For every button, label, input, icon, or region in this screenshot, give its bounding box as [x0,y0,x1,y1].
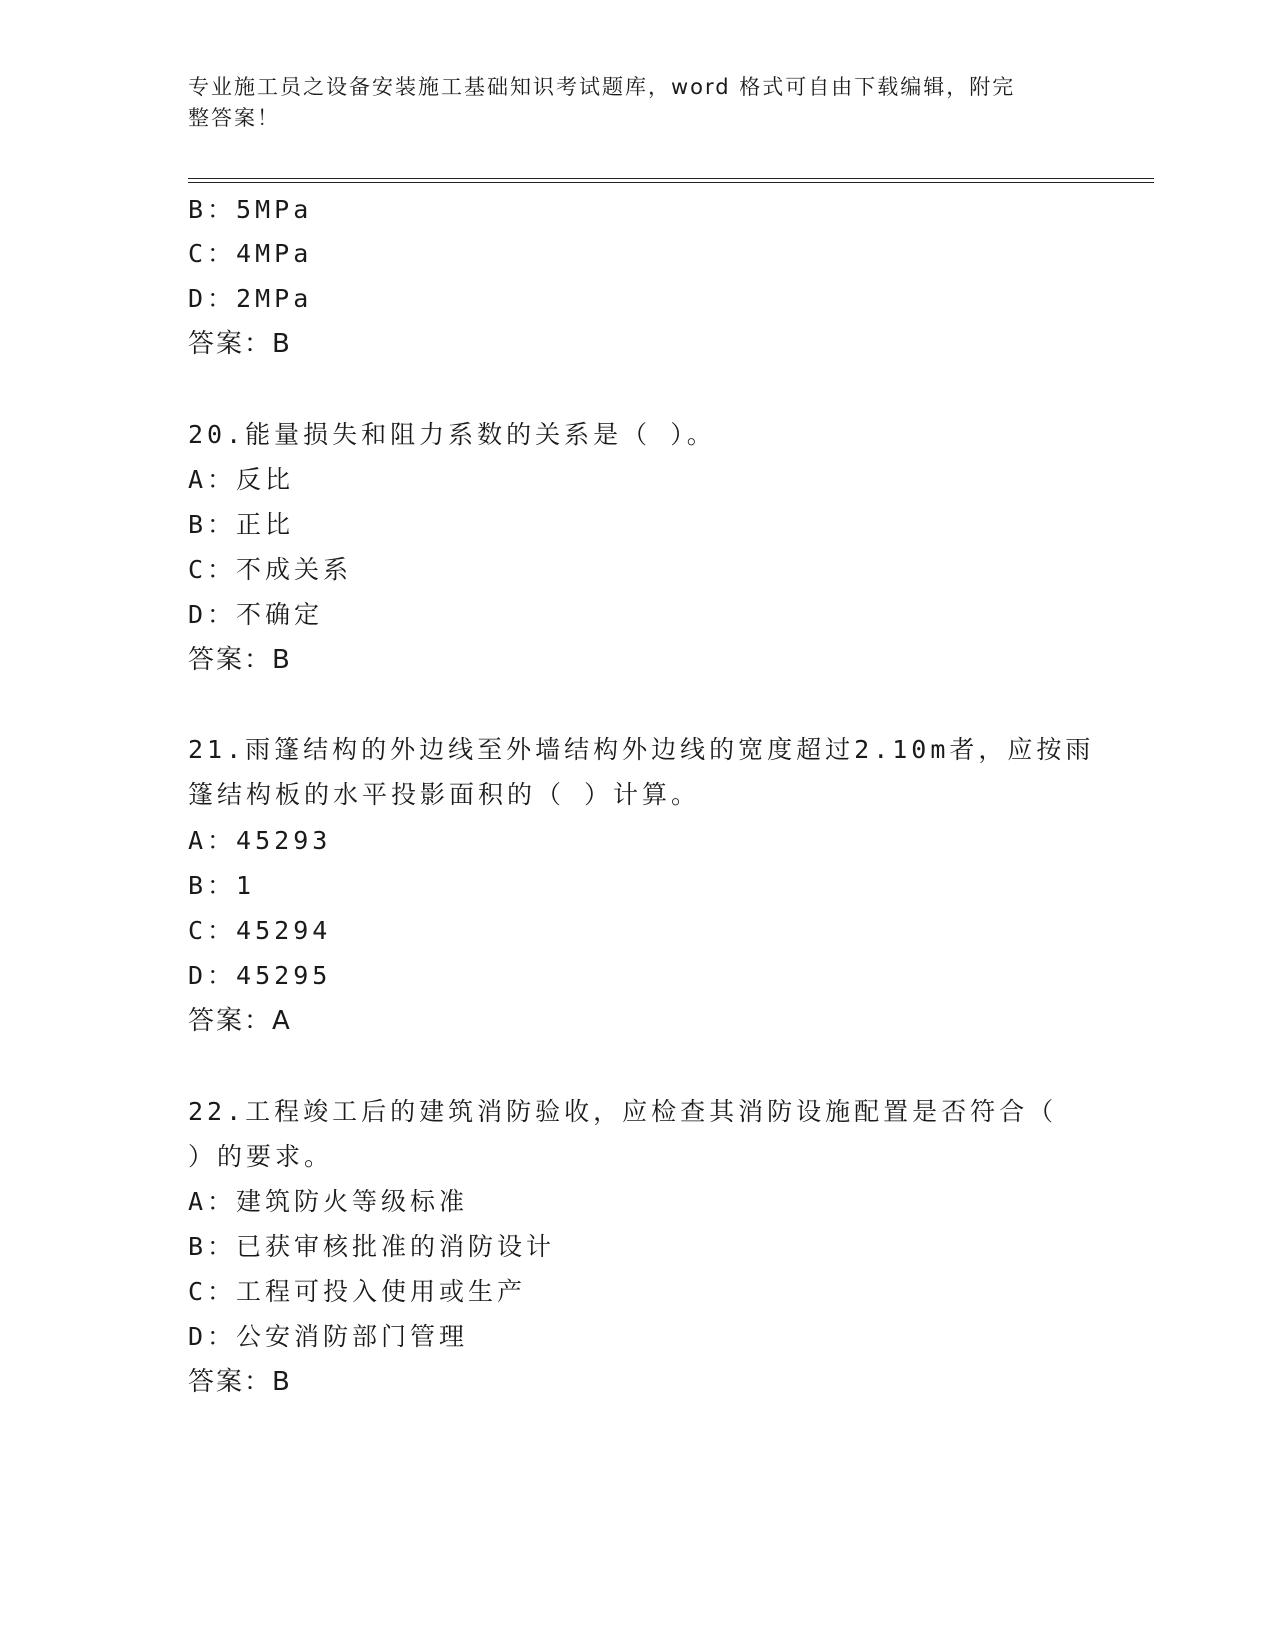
q19-option-b: B：5MPa [188,195,313,224]
q22-option-b: B：已获审核批准的消防设计 [188,1232,556,1261]
q20-answer: 答案：B [188,645,292,675]
q20-option-d: D：不确定 [188,600,324,629]
q22-stem-line-2: ）的要求。 [188,1142,334,1171]
q20-option-c: C：不成关系 [188,555,353,584]
q22-answer: 答案：B [188,1367,292,1397]
document-header [188,72,1088,134]
q21-answer: 答案：A [188,1006,292,1036]
q22-option-d: D：公安消防部门管理 [188,1322,469,1351]
header-divider [188,178,1154,179]
q21-stem-line-1: 21.雨篷结构的外边线至外墙结构外边线的宽度超过2.10m者，应按雨 [188,735,1095,764]
header-line-1: 专业施工员之设备安装施工基础知识考试题库，word 格式可自由下载编辑，附完 [188,75,1016,99]
q22-stem-line-1: 22.工程竣工后的建筑消防验收，应检查其消防设施配置是否符合（ [188,1097,1058,1126]
q22-option-c: C：工程可投入使用或生产 [188,1277,527,1306]
q21-option-a: A：45293 [188,826,332,855]
header-divider-thin [188,182,1154,183]
q22-option-a: A：建筑防火等级标准 [188,1187,469,1216]
q19-option-d: D：2MPa [188,284,313,313]
q20-stem: 20.能量损失和阻力系数的关系是（ ）。 [188,420,716,449]
q20-option-b: B：正比 [188,510,295,539]
q19-option-c: C：4MPa [188,239,313,268]
q21-option-d: D：45295 [188,961,332,990]
q21-option-c: C：45294 [188,916,332,945]
q21-option-b: B：1 [188,871,256,900]
header-line-2: 整答案！ [188,106,280,130]
q19-answer: 答案：B [188,329,292,359]
q21-stem-line-2: 篷结构板的水平投影面积的（ ）计算。 [188,780,701,809]
q20-option-a: A：反比 [188,465,295,494]
